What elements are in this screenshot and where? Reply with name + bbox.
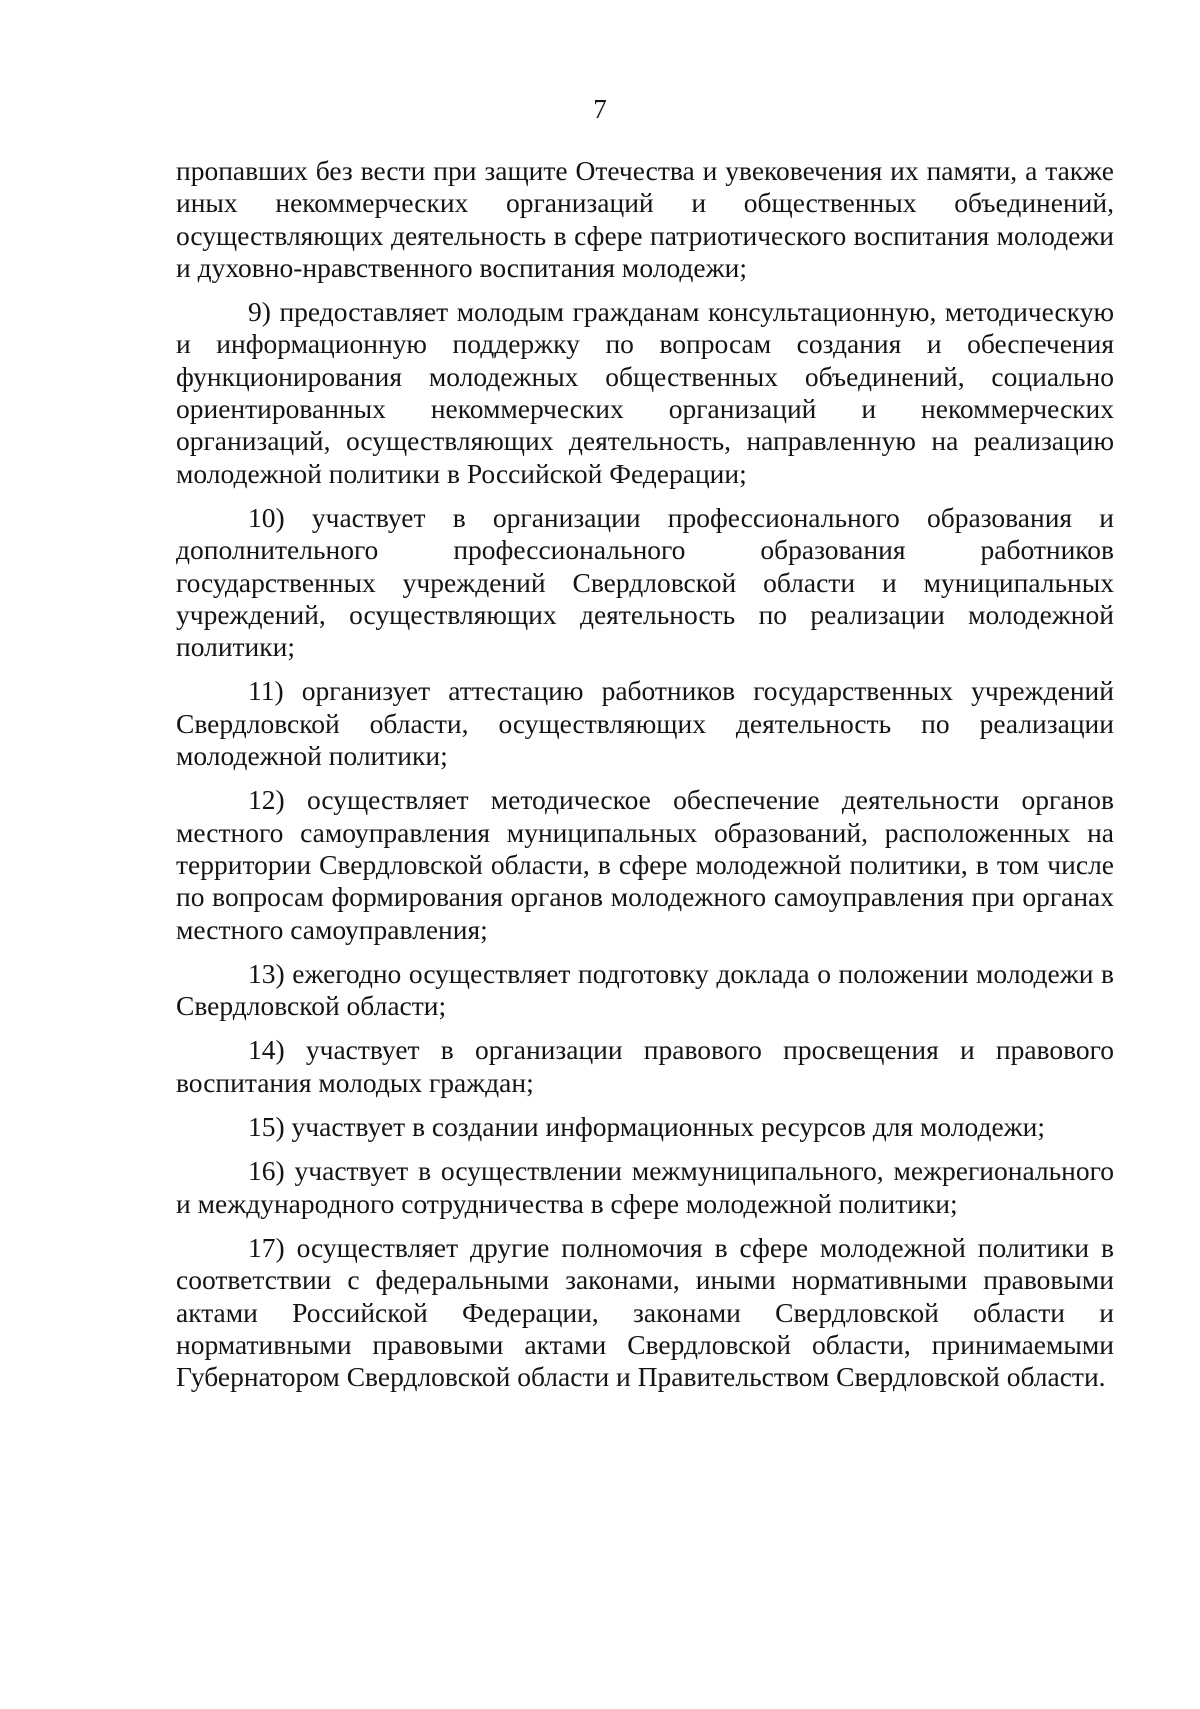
list-item-10: 10) участвует в организации профессионального образования и дополнительного профессионального образования работников государственных учреждений Свердловской области и муниципальных учреждений, осуществляющих деятельность по реализации молодежной политики;: [176, 501, 1114, 663]
list-item-16: 16) участвует в осуществлении межмуниципального, межрегионального и международного сотрудничества в сфере молодежной политики;: [176, 1155, 1114, 1219]
list-item-15: 15) участвует в создании информационных ресурсов для молодежи;: [248, 1111, 1046, 1143]
list-item-9: 9) предоставляет молодым гражданам консультационную, методическую и информационную поддержку по вопросам создания и обеспечения функционирования молодежных общественных объединений, социально ориентированных некоммерческих организаций и некоммерческих организаций, осуществляющих деятельность, направленную на реализацию молодежной политики в Российской Федерации;: [176, 296, 1114, 489]
list-item-12: 12) осуществляет методическое обеспечение деятельности органов местного самоуправления муниципальных образований, расположенных на территории Свердловской области, в сфере молодежной политики, в том числе по вопросам формирования органов молодежного самоуправления при органах местного самоуправления;: [176, 784, 1114, 945]
page-number: 7: [593, 94, 607, 124]
list-item-11: 11) организует аттестацию работников государственных учреждений Свердловской области, осуществляющих деятельность по реализации молодежной политики;: [176, 675, 1114, 772]
list-item-14: 14) участвует в организации правового просвещения и правового воспитания молодых граждан;: [176, 1034, 1114, 1098]
paragraph-continuation: пропавших без вести при защите Отечества и увековечения их памяти, а также иных некоммерческих организаций и общественных объединений, осуществляющих деятельность в сфере патриотического воспитания молодежи и духовно-нравственного воспитания молодежи;: [176, 155, 1114, 283]
list-item-17: 17) осуществляет другие полномочия в сфере молодежной политики в соответствии с федеральными законами, иными нормативными правовыми актами Российской Федерации, законами Свердловской области и нормативными правовыми актами Свердловской области, принимаемыми Губернатором Свердловской области и Правительством Свердловской области.: [176, 1231, 1114, 1393]
document-body: [176, 155, 1114, 1393]
list-item-13: 13) ежегодно осуществляет подготовку доклада о положении молодежи в Свердловской области;: [176, 957, 1114, 1022]
